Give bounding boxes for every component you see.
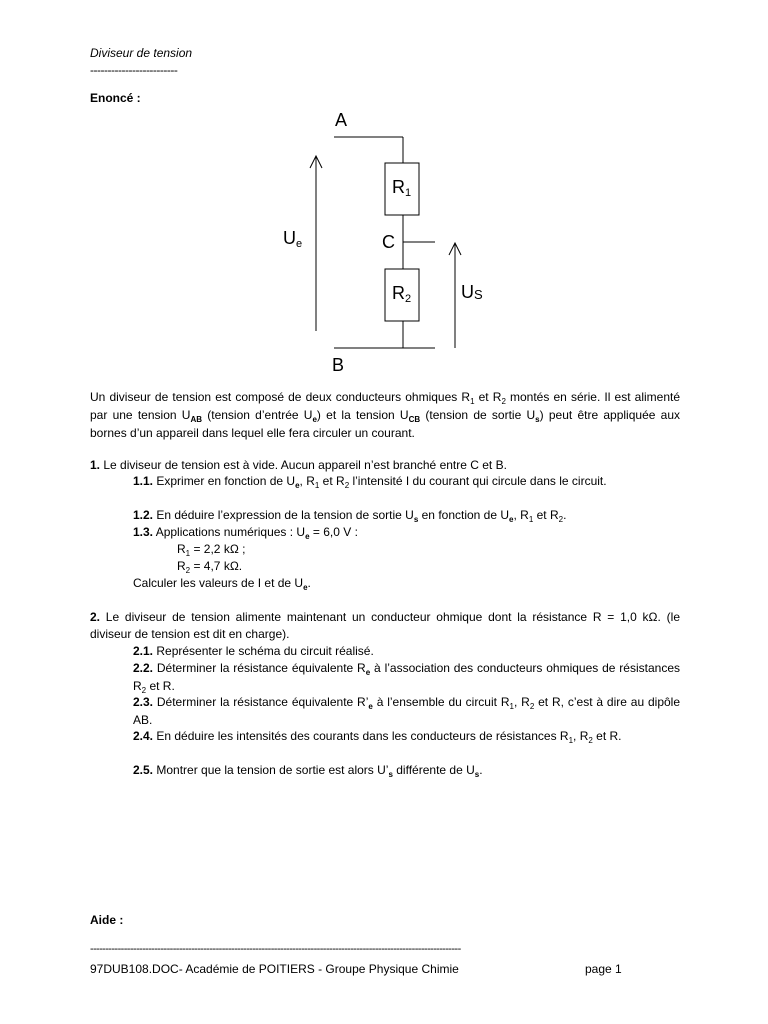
resistor-r1-main: R: [392, 177, 405, 197]
voltage-ue-label: [283, 228, 302, 249]
question-2-1: 2.1. Représenter le schéma du circuit réalisé.: [133, 644, 374, 658]
circuit-diagram: [0, 0, 768, 400]
resistor-r1-label: [392, 177, 411, 198]
question-2-2: 2.2. Déterminer la résistance équivalente $R_e$ à l’association des conducteurs ohmiques de résistances $R_2$ et R.: [133, 661, 681, 695]
question-2: 2. Le diviseur de tension alimente maintenant un conducteur ohmique dont la résistance R = 1,0 kΩ. (le diviseur de tension est dit en charge).: [90, 610, 680, 641]
question-1-3: 1.3. Applications numériques : $U_e = 6,0$ V :: [133, 525, 358, 541]
header-rule: -------------------------: [90, 63, 178, 77]
question-2-3: 2.3. Déterminer la résistance équivalente $R’_e$ à l’ensemble du circuit $R_1$, $R_2$ et R, c’est à dire au dipôle AB.: [133, 695, 681, 727]
resistor-r2-sub: 2: [405, 293, 412, 305]
question-1-calc: Calculer les valeurs de I et de $U_e$.: [133, 576, 311, 592]
voltage-us-label: [461, 282, 483, 303]
node-label-b: B: [332, 355, 345, 375]
voltage-us-sub: S: [474, 287, 483, 302]
footer-document-info: 97DUB108.DOC- Académie de POITIERS - Groupe Physique Chimie: [90, 962, 459, 976]
voltage-us-main: U: [461, 282, 474, 302]
node-label-a: A: [335, 110, 348, 130]
question-2-4: 2.4. En déduire les intensités des courants dans les conducteurs de résistances $R_1$, $R_2$ et R.: [133, 729, 622, 745]
resistor-r2-label: [392, 283, 411, 304]
question-1: 1. Le diviseur de tension est à vide. Aucun appareil n’est branché entre C et B.: [90, 458, 507, 472]
node-label-c: C: [382, 232, 395, 252]
voltage-ue-main: U: [283, 228, 296, 248]
value-r1: $R_1 = 2,2$ kΩ ;: [177, 542, 246, 558]
resistor-r2-main: R: [392, 283, 405, 303]
resistor-r1-sub: 1: [405, 187, 412, 199]
enonce-heading: Enoncé :: [90, 91, 141, 105]
question-1-2: 1.2. En déduire l’expression de la tension de sortie $U_s$ en fonction de $U_e$, $R_1$ et $R_2$.: [133, 508, 567, 524]
value-r2: $R_2 = 4,7$ kΩ.: [177, 559, 243, 575]
question-2-5: 2.5. Montrer que la tension de sortie est alors $U’_s$ différente de $U_s$.: [133, 763, 483, 779]
voltage-ue-sub: e: [296, 238, 303, 250]
intro-paragraph: Un diviseur de tension est composé de deux conducteurs ohmiques $R_1$ et $R_2$ montés en série. Il est alimenté par une tension $U_{AB}$ (tension d’entrée $U_e$) et la tension $U_{CB}$ (tension de sortie $U_s$) peut être appliquée aux bornes d’un appareil dans lequel elle fera circuler un courant.: [90, 390, 681, 440]
document-title: Diviseur de tension: [90, 46, 193, 60]
question-1-1: 1.1. Exprimer en fonction de $U_e$, $R_1$ et $R_2$ l’intensité I du courant qui circule dans le circuit.: [133, 474, 607, 490]
circuit-drawing: [0, 0, 768, 400]
aide-heading: Aide :: [90, 913, 124, 927]
footer-page-number: page 1: [585, 962, 622, 976]
footer-rule: -------------------------------------------------------------------------------------------------------------------------: [90, 943, 461, 955]
